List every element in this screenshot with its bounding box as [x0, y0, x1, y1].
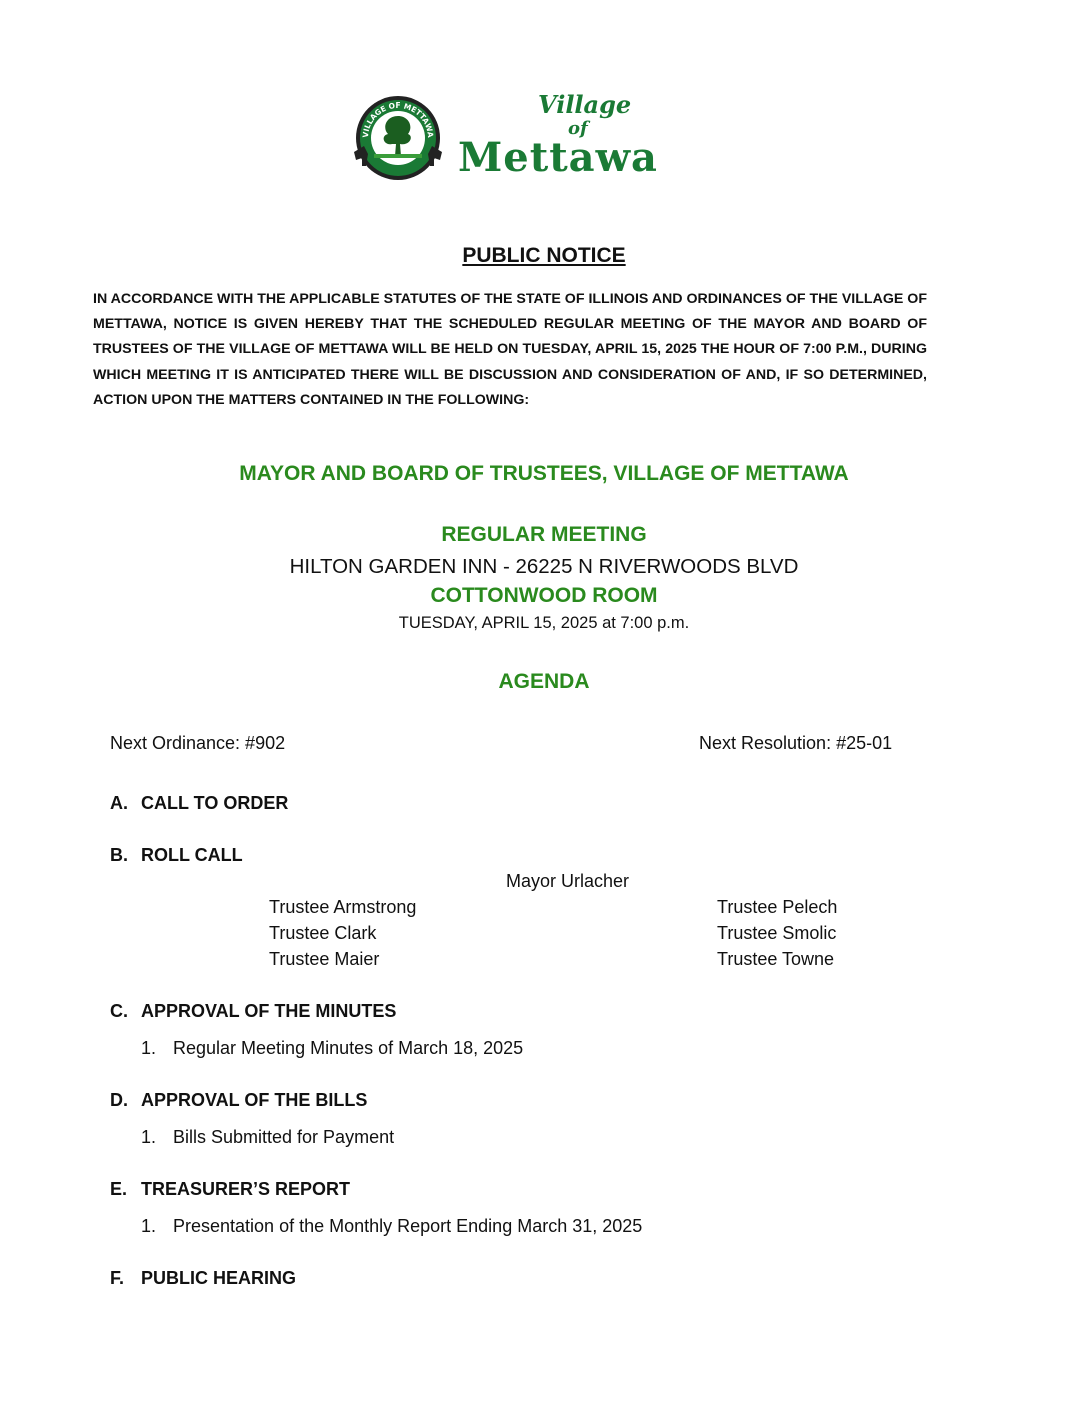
- logo-text-village: Village: [538, 90, 632, 119]
- section-letter: A.: [110, 793, 128, 813]
- roll-call-trustee: Trustee Armstrong: [269, 897, 417, 917]
- roll-call-trustee: Trustee Pelech: [717, 897, 838, 917]
- section-approval-bills: APPROVAL OF THE BILLS: [141, 1090, 368, 1110]
- public-notice-title: [0, 244, 1088, 268]
- meeting-location: HILTON GARDEN INN - 26225 N RIVERWOODS BLVD: [289, 555, 799, 578]
- section-approval-minutes: APPROVAL OF THE MINUTES: [141, 1001, 397, 1021]
- section-public-hearing: PUBLIC HEARING: [141, 1268, 297, 1288]
- item-number: 1.: [141, 1127, 157, 1147]
- meeting-type: REGULAR MEETING: [441, 523, 647, 546]
- logo-text-of: of: [568, 118, 588, 139]
- roll-call-trustee: Trustee Smolic: [717, 923, 837, 943]
- roll-call-mayor: Mayor Urlacher: [506, 871, 630, 891]
- roll-call-trustee: Trustee Clark: [269, 923, 377, 943]
- section-letter: D.: [110, 1090, 128, 1110]
- section-letter: F.: [110, 1268, 125, 1288]
- item-number: 1.: [141, 1216, 157, 1236]
- section-call-to-order: CALL TO ORDER: [141, 793, 289, 813]
- public-notice-title-text: PUBLIC NOTICE: [462, 244, 626, 267]
- roll-call-trustee: Trustee Maier: [269, 949, 380, 969]
- agenda-title: AGENDA: [498, 670, 590, 693]
- public-notice-body: IN ACCORDANCE WITH THE APPLICABLE STATUTES OF THE STATE OF ILLINOIS AND ORDINANCES OF THE VILLAGE OF METTAWA, NOTICE IS GIVEN HEREBY THAT THE SCHEDULED REGULAR MEETING OF THE MAYOR AND BOARD OF TRUSTEES OF THE VILLAGE OF METTAWA WILL BE HELD ON TUESDAY, APRIL 15, 2025 THE HOUR OF 7:00 P.M., DURING WHICH MEETING IT IS ANTICIPATED THERE WILL BE DISCUSSION AND CONSIDERATION OF AND, IF SO DETERMINED, ACTION UPON THE MATTERS CONTAINED IN THE FOLLOWING:: [93, 291, 927, 408]
- next-ordinance: Next Ordinance: #902: [110, 733, 286, 753]
- item-bills: Bills Submitted for Payment: [173, 1127, 395, 1147]
- item-minutes: Regular Meeting Minutes of March 18, 2025: [173, 1038, 524, 1058]
- section-letter: E.: [110, 1179, 128, 1199]
- roll-call-trustee: Trustee Towne: [717, 949, 835, 969]
- svg-text:VILLAGE OF METTAWA: VILLAGE OF METTAWA: [360, 101, 436, 139]
- section-roll-call: ROLL CALL: [141, 845, 243, 865]
- section-letter: B.: [110, 845, 128, 865]
- section-treasurers-report: TREASURER’S REPORT: [141, 1179, 351, 1199]
- section-letter: C.: [110, 1001, 128, 1021]
- logo-text-mettawa: Mettawa: [458, 134, 658, 181]
- seal-text-ring: [354, 94, 442, 182]
- village-logo: [350, 88, 660, 188]
- item-number: 1.: [141, 1038, 157, 1058]
- item-monthly-report: Presentation of the Monthly Report Ending March 31, 2025: [173, 1216, 643, 1236]
- board-title: MAYOR AND BOARD OF TRUSTEES, VILLAGE OF METTAWA: [239, 462, 849, 485]
- meeting-room: COTTONWOOD ROOM: [430, 584, 658, 607]
- meeting-datetime: TUESDAY, APRIL 15, 2025 at 7:00 p.m.: [398, 614, 690, 632]
- next-resolution: Next Resolution: #25-01: [699, 733, 893, 753]
